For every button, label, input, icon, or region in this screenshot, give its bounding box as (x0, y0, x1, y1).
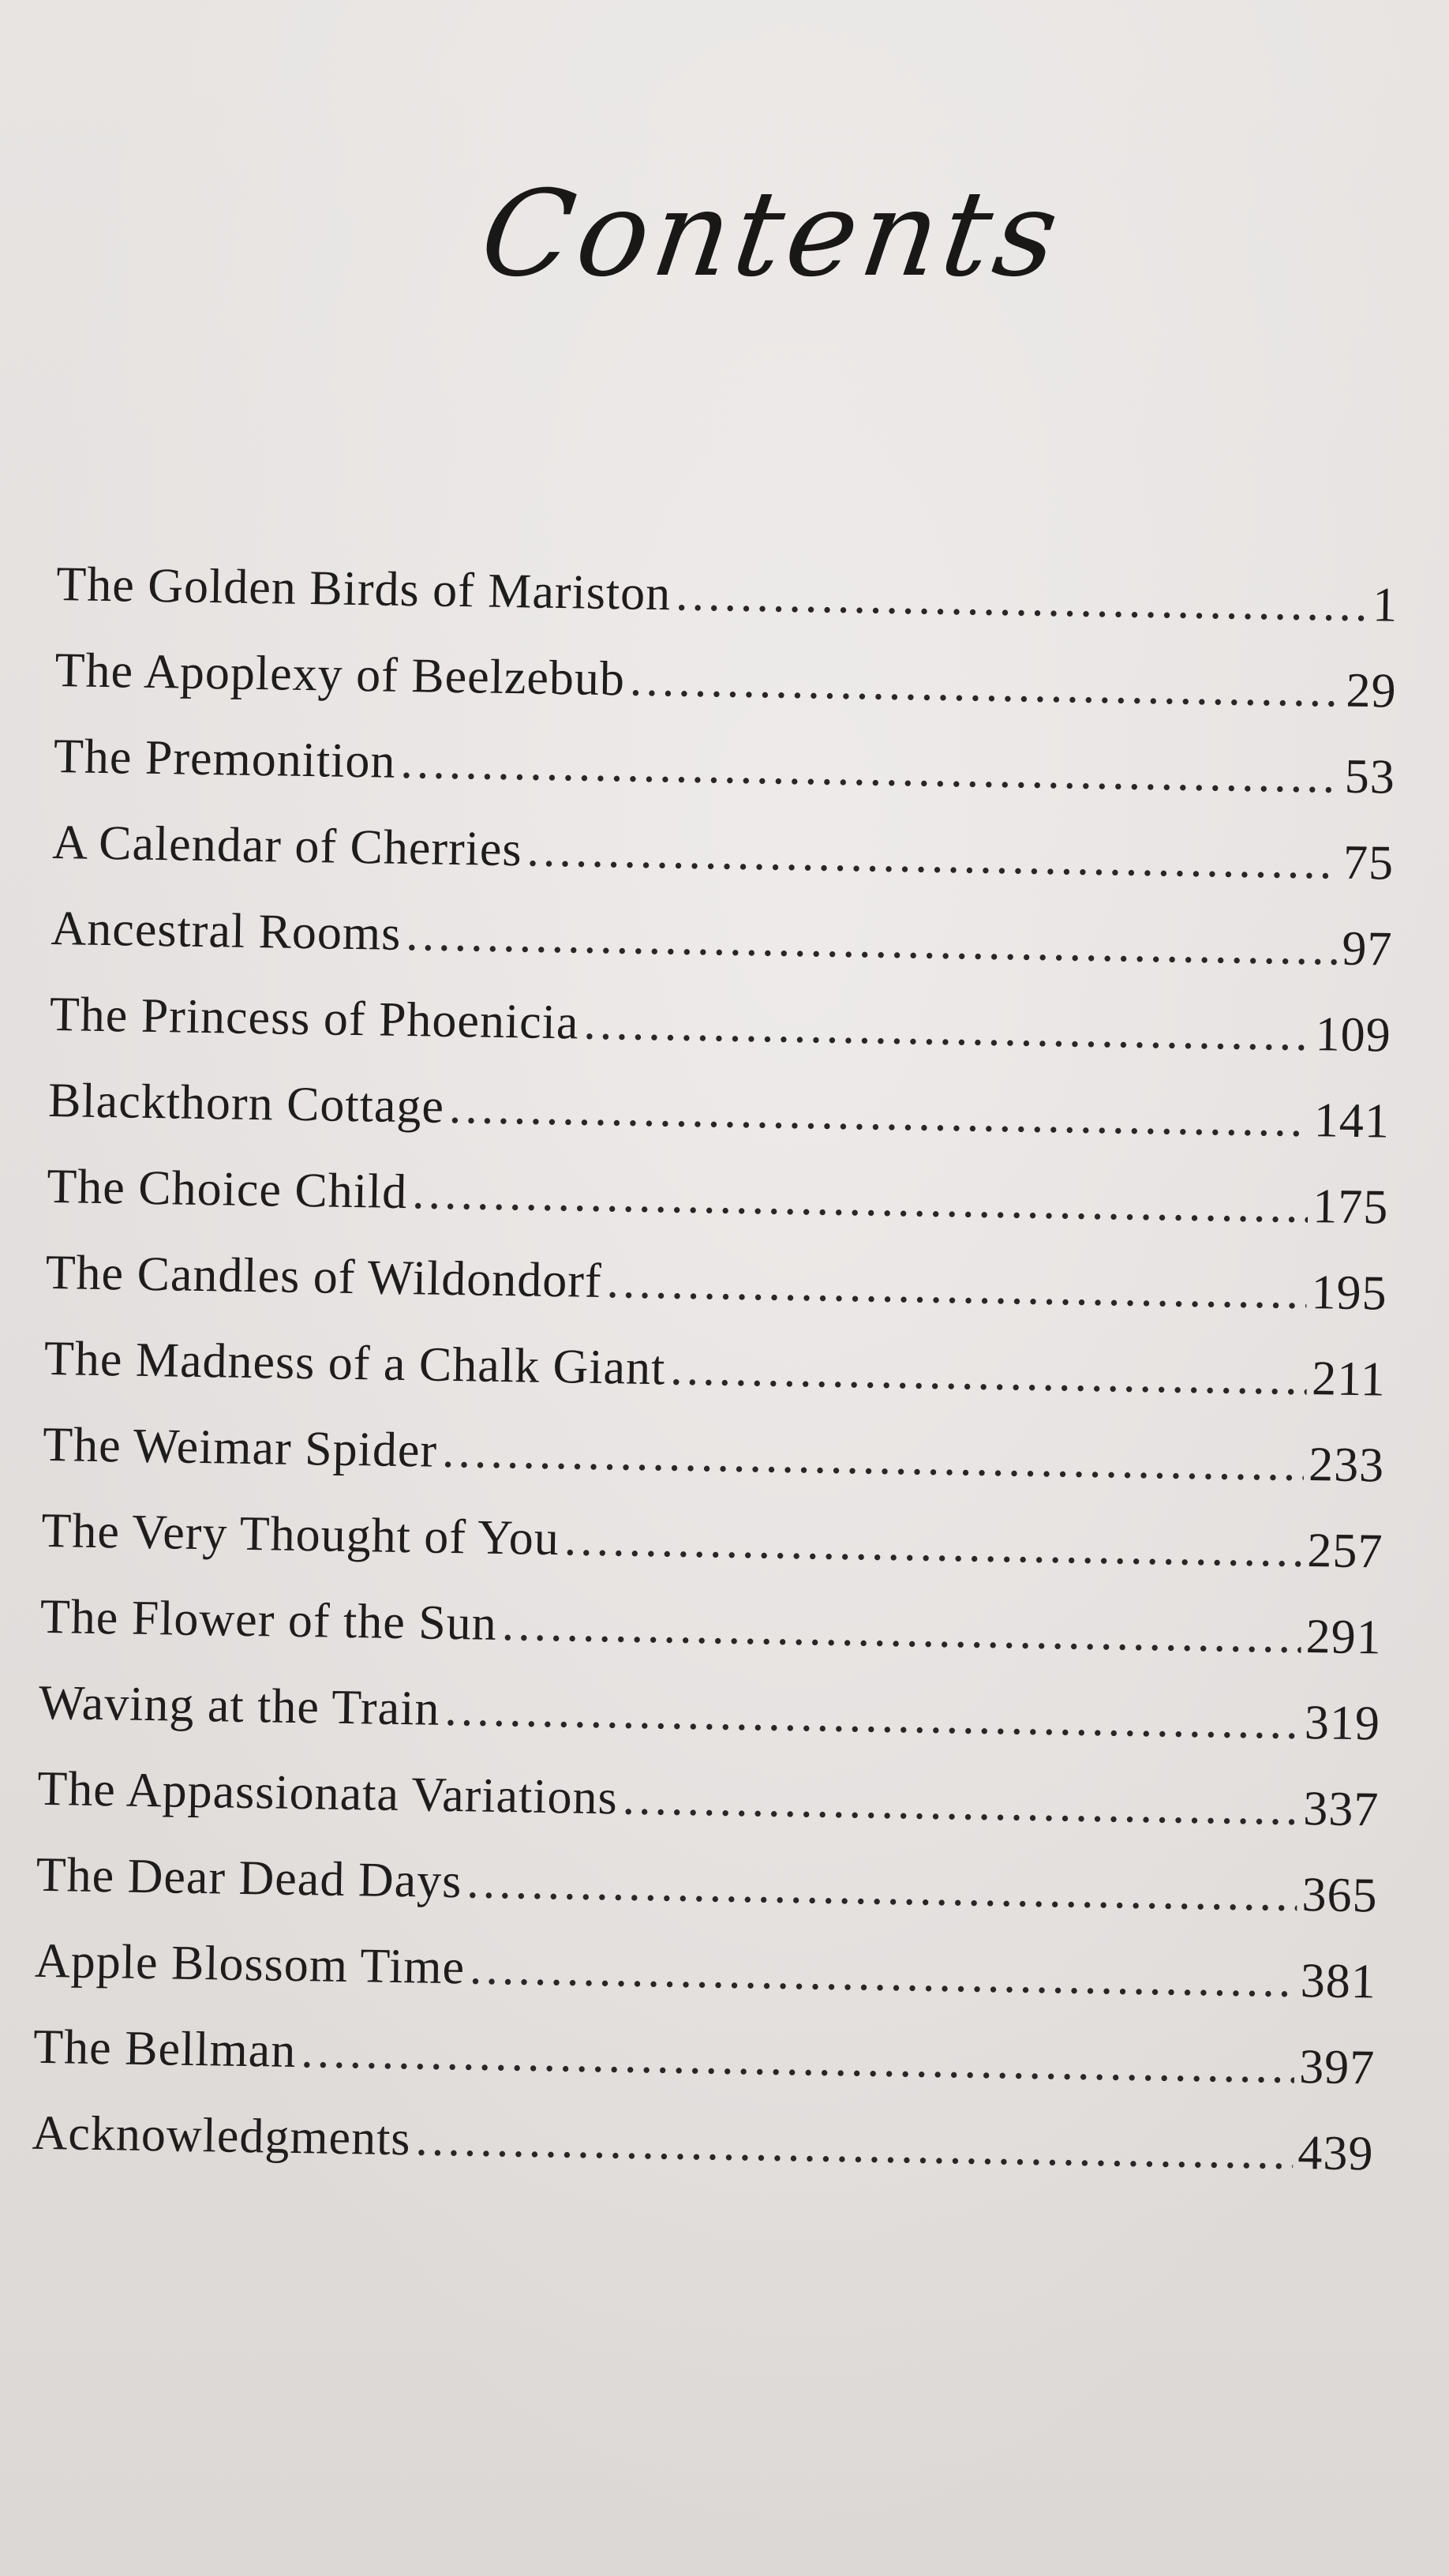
toc-entry-title: The Golden Birds of Mariston (55, 557, 672, 621)
toc-entry-page: 29 (1346, 663, 1398, 718)
toc-entry-title: The Bellman (32, 2019, 297, 2078)
toc-entry-title: The Appassionata Variations (36, 1761, 619, 1825)
toc-entry-title: Apple Blossom Time (34, 1933, 466, 1995)
toc-dot-leader (526, 822, 1339, 891)
toc-entry-page: 397 (1298, 2039, 1376, 2095)
toc-dot-leader (583, 996, 1311, 1063)
toc-entry-page: 109 (1315, 1007, 1392, 1063)
toc-entry-page: 195 (1311, 1266, 1388, 1321)
toc-dot-leader (606, 1254, 1307, 1321)
toc-entry-title: The Candles of Wildondorf (45, 1245, 603, 1308)
toc-entry-page: 53 (1344, 749, 1396, 804)
toc-dot-leader (501, 1596, 1301, 1665)
contents-heading: Contents (473, 166, 1071, 303)
toc-entry-page: 97 (1341, 921, 1393, 977)
toc-entry-title: The Madness of a Chalk Giant (43, 1331, 666, 1396)
toc-dot-leader (676, 566, 1368, 633)
toc-entry-title: The Premonition (53, 729, 396, 789)
toc-entry-page: 337 (1302, 1782, 1380, 1837)
toc-entry-page: 319 (1304, 1696, 1381, 1751)
toc-dot-leader (670, 1340, 1308, 1407)
toc-entry-title: The Flower of the Sun (39, 1589, 498, 1651)
toc-dot-leader (622, 1770, 1299, 1836)
toc-entry-page: 75 (1342, 835, 1395, 891)
toc-entry-title: The Choice Child (46, 1159, 408, 1220)
toc-entry-title: A Calendar of Cherries (51, 815, 523, 877)
toc-dot-leader (466, 1854, 1297, 1923)
toc-entry-page: 175 (1312, 1179, 1389, 1235)
toc-entry-title: The Apoplexy of Beelzebub (54, 643, 626, 707)
toc-entry-title: The Very Thought of You (41, 1503, 560, 1566)
toc-entry-page: 233 (1308, 1438, 1385, 1493)
toc-entry-title: Waving at the Train (38, 1675, 440, 1736)
toc-entry-title: The Weimar Spider (42, 1417, 438, 1478)
toc-dot-leader (564, 1511, 1303, 1579)
toc-entry-title: Blackthorn Cottage (47, 1073, 445, 1134)
table-of-contents (31, 557, 1398, 2212)
toc-entry-page: 257 (1306, 1524, 1383, 1579)
toc-entry-page: 141 (1313, 1093, 1391, 1149)
toc-dot-leader (629, 651, 1342, 718)
toc-entry-title: Acknowledgments (32, 2105, 412, 2166)
toc-entry-title: The Dear Dead Days (36, 1847, 462, 1909)
toc-entry-title: The Princess of Phoenicia (49, 987, 580, 1050)
toc-entry-page: 291 (1305, 1610, 1383, 1665)
toc-dot-leader (470, 1940, 1297, 2008)
toc-entry-page: 439 (1297, 2125, 1374, 2181)
toc-entry-page: 381 (1300, 1953, 1377, 2009)
toc-entry-page: 211 (1311, 1352, 1387, 1407)
toc-entry-page: 365 (1301, 1867, 1379, 1923)
toc-entry-title: Ancestral Rooms (51, 901, 402, 961)
toc-entry-page: 1 (1372, 578, 1398, 632)
